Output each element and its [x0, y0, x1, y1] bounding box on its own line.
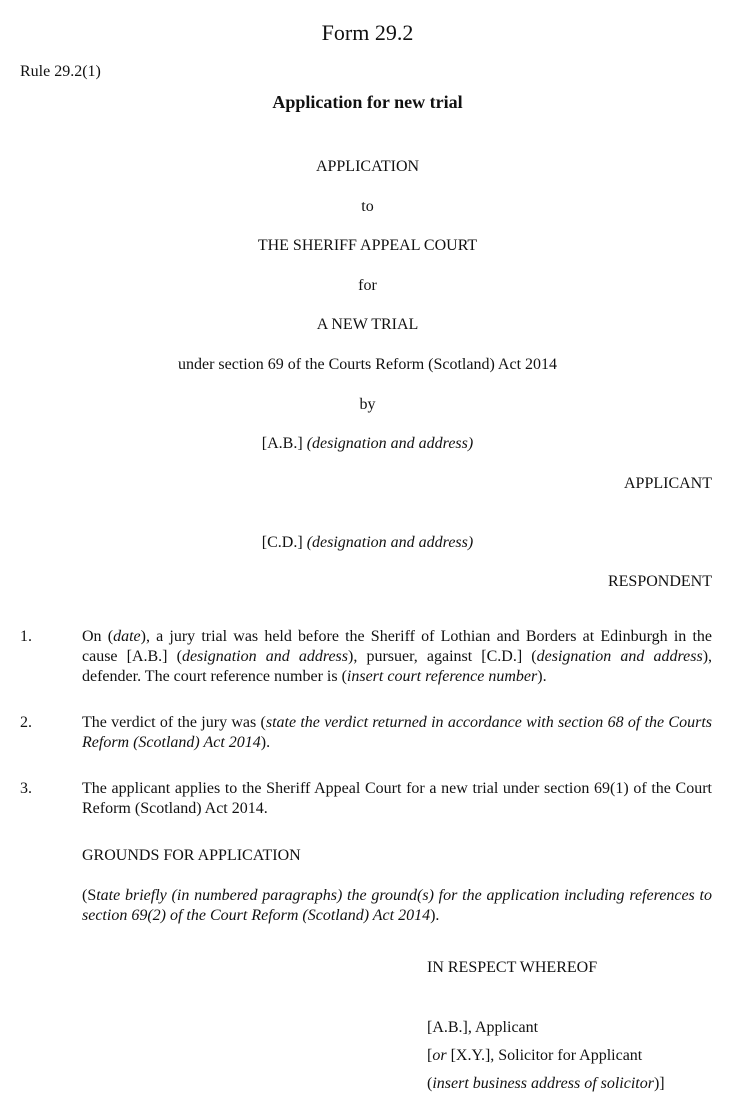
text-run: The verdict of the jury was (: [82, 714, 266, 731]
caption-application: APPLICATION: [315, 158, 420, 175]
text-run: ), defender. The court reference number is (: [82, 648, 713, 685]
text-run: )]: [653, 1075, 665, 1092]
text-run: (: [427, 1075, 433, 1092]
in-respect-whereof: IN RESPECT WHEREOF: [427, 959, 598, 976]
text-run: (S: [82, 887, 97, 904]
italic-run: state the verdict returned in accordance with section 68 of the Courts Reform (Scotland) Act 2014: [82, 714, 713, 751]
text-run: ).: [537, 668, 547, 685]
caption-under-section: under section 69 of the Courts Reform (Scotland) Act 2014: [177, 356, 558, 373]
respondent-party: [C.D.]: [261, 534, 303, 551]
signature-applicant: [A.B.], Applicant: [427, 1019, 539, 1036]
caption-by: by: [359, 396, 376, 413]
page-heading: Application for new trial: [272, 92, 463, 112]
paragraph-number: 3.: [20, 780, 32, 797]
caption-for: for: [358, 277, 377, 294]
form-title: Form 29.2: [321, 20, 414, 45]
text-run: ), a jury trial was held before the Sheriff of Lothian and Borders at Edinburgh in the cause [A.B.] (: [82, 628, 712, 665]
italic-run: insert business address of solicitor: [432, 1075, 654, 1092]
paragraph-text: [82, 627, 712, 687]
text-run: [X.Y.], Solicitor for Applicant: [446, 1047, 643, 1064]
respondent-line: [0, 533, 735, 553]
paragraph-number: 2.: [20, 714, 32, 731]
italic-run: designation and address: [181, 648, 349, 665]
signature-address: [427, 1074, 727, 1094]
grounds-title: GROUNDS FOR APPLICATION: [82, 847, 301, 864]
italic-run: date: [113, 628, 141, 645]
text-run: ).: [430, 907, 440, 924]
signature-solicitor: [427, 1046, 727, 1066]
applicant-line: [0, 434, 735, 454]
text-run: ), pursuer, against [C.D.] (: [348, 648, 537, 665]
text-run: On (: [82, 628, 114, 645]
paragraph-text: The applicant applies to the Sheriff Appeal Court for a new trial under section 69(1) of the Court Reform (Scotland) Act 2014.: [82, 780, 712, 817]
applicant-designation: (designation and address): [306, 435, 474, 452]
text-run: [: [427, 1047, 433, 1064]
paragraph-text: [82, 713, 712, 753]
grounds-instructions: [82, 886, 712, 926]
respondent-label: RESPONDENT: [607, 573, 712, 590]
text-run: ).: [260, 734, 271, 751]
caption-court: THE SHERIFF APPEAL COURT: [257, 237, 478, 254]
rule-reference: Rule 29.2(1): [20, 63, 101, 80]
italic-run: or: [432, 1047, 447, 1064]
italic-run: tate briefly (in numbered paragraphs) the ground(s) for the application including references to section 69(2) of the Court Reform (Scotland) Act 2014: [82, 887, 712, 924]
italic-run: insert court reference number: [346, 668, 538, 685]
respondent-designation: (designation and address): [306, 534, 474, 551]
applicant-label: APPLICANT: [623, 475, 712, 492]
caption-new-trial: A NEW TRIAL: [316, 316, 419, 333]
paragraph-number: 1.: [20, 628, 32, 645]
caption-to: to: [361, 198, 374, 215]
applicant-party: [A.B.]: [261, 435, 303, 452]
italic-run: designation and address: [536, 648, 703, 665]
